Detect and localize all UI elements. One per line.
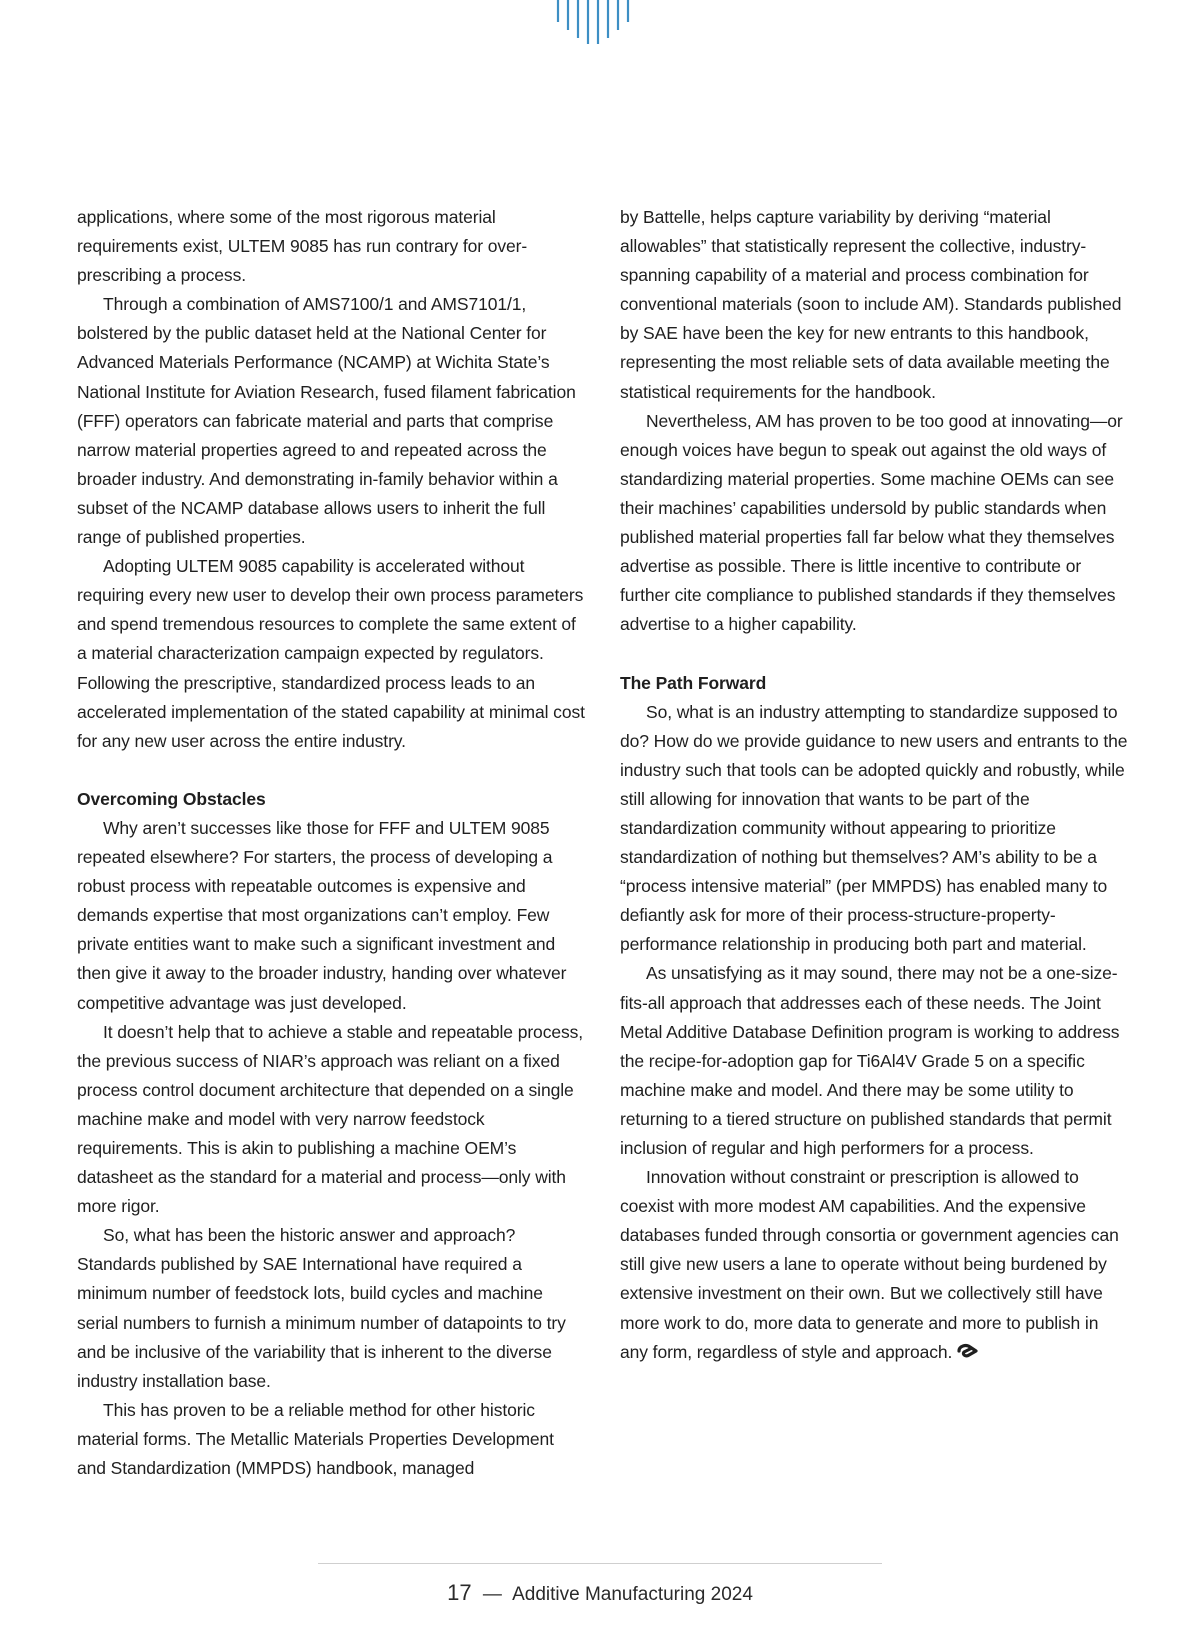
section-heading: The Path Forward — [620, 672, 767, 693]
paragraph: It doesn’t help that to achieve a stable and repeatable process, the previous success of NIAR’s approach was reliant on a fixed process control document architecture that depended on a single machine make and model with very narrow feedstock requirements. This is akin to publishing a machine OEM’s datasheet as the standard for a material and process—only with more rigor. — [77, 1021, 584, 1217]
header-vertical-lines-decoration — [556, 0, 638, 50]
footer-separator: — — [482, 1584, 502, 1605]
paragraph: So, what has been the historic answer and approach? Standards published by SAE International have required a minimum number of feedstock lots, build cycles and machine serial numbers to furnish a minimum number of datapoints to try and be inclusive of the variability that is inherent to the diverse industry installation base. — [77, 1225, 566, 1391]
paragraph — [620, 1163, 1130, 1367]
paragraph: Nevertheless, AM has proven to be too good at innovating—or enough voices have begun to speak out against the old ways of standardizing material properties. Some machine OEMs can see their machines’ capabilities undersold by public standards when published material properties fall far below what they themselves advertise as possible. There is little incentive to contribute or further cite compliance to published standards if they themselves advertise to a higher capability. — [620, 410, 1123, 635]
page-number: 17 — [447, 1580, 472, 1605]
end-of-article-icon — [956, 1343, 980, 1359]
left-column — [77, 203, 587, 1483]
paragraph: applications, where some of the most rigorous material requirements exist, ULTEM 9085 has run contrary for over-prescribing a process. — [77, 207, 528, 286]
paragraph: Why aren’t successes like those for FFF and ULTEM 9085 repeated elsewhere? For starters, the process of developing a robust process with repeatable outcomes is expensive and demands expertise that most organizations can’t employ. Few private entities want to make such a significant investment and then give it away to the broader industry, handing over whatever competitive advantage was just developed. — [77, 817, 567, 1013]
paragraph: Through a combination of AMS7100/1 and AMS7101/1, bolstered by the public dataset held at the National Center for Advanced Materials Performance (NCAMP) at Wichita State’s National Institute for Aviation Research, fused filament fabrication (FFF) operators can fabricate material and parts that comprise narrow material properties agreed to and repeated across the broader industry. And demonstrating in-family behavior within a subset of the NCAMP database allows users to inherit the full range of published properties. — [77, 294, 576, 548]
right-column — [620, 203, 1130, 1367]
page-footer — [0, 1580, 1200, 1606]
paragraph-text: Innovation without constraint or prescription is allowed to coexist with more modest AM capabilities. And the expensive databases funded through consortia or government agencies can still give new users a lane to operate without being burdened by extensive investment on their own. But we collectively still have more work to do, more data to generate and more to publish in any form, regardless of style and approach. — [620, 1167, 1119, 1362]
paragraph: This has proven to be a reliable method for other historic material forms. The Metallic Materials Properties Development and Standardization (MMPDS) handbook, managed — [77, 1399, 554, 1479]
publication-title: Additive Manufacturing 2024 — [512, 1584, 753, 1605]
paragraph: As unsatisfying as it may sound, there may not be a one-size-fits-all approach that addresses each of these needs. The Joint Metal Additive Database Definition program is working to address the recipe-for-adoption gap for Ti6Al4V Grade 5 on a specific machine make and model. And there may be some utility to returning to a tiered structure on published standards that permit inclusion of regular and high performers for a process. — [620, 963, 1120, 1158]
paragraph: So, what is an industry attempting to standardize supposed to do? How do we provide guidance to new users and entrants to the industry such that tools can be adopted quickly and robustly, while still allowing for innovation that wants to be part of the standardization community without appearing to prioritize standardization of nothing but themselves? AM’s ability to be a “process intensive material” (per MMPDS) has enabled many to defiantly ask for more of their process-structure-property-performance relationship in producing both part and material. — [620, 701, 1128, 955]
section-heading: Overcoming Obstacles — [77, 788, 266, 809]
footer-divider — [318, 1563, 882, 1564]
paragraph: Adopting ULTEM 9085 capability is accelerated without requiring every new user to develop their own process parameters and spend tremendous resources to complete the same extent of a material characterization campaign expected by regulators. Following the prescriptive, standardized process leads to an accelerated implementation of the stated capability at minimal cost for any new user across the entire industry. — [77, 556, 585, 751]
paragraph: by Battelle, helps capture variability by deriving “material allowables” that statistically represent the collective, industry-spanning capability of a material and process combination for conventional materials (soon to include AM). Standards published by SAE have been the key for new entrants to this handbook, representing the most reliable sets of data available meeting the statistical requirements for the handbook. — [620, 207, 1122, 402]
